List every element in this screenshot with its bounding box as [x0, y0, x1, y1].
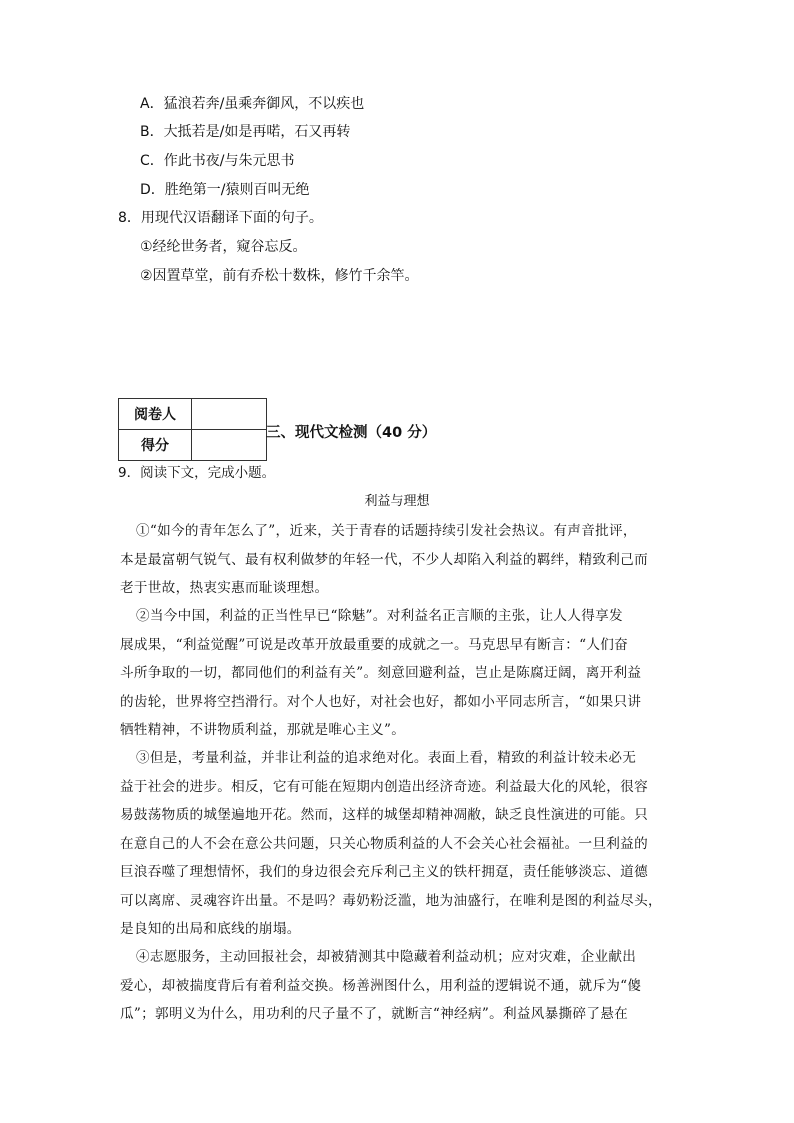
reviewer-label: 阅卷人	[119, 399, 192, 430]
article-line: ①“如今的青年怎么了”，近来，关于青春的话题持续引发社会热议。有声音批评，	[136, 523, 637, 539]
option-a: A．猛浪若奔/虽乘奔御风，不以疾也	[140, 96, 365, 112]
question-8-item-1: ①经纶世务者，窥谷忘反。	[140, 239, 307, 255]
option-b: B．大抵若是/如是再喏，石又再转	[140, 124, 351, 140]
article-line: ③但是，考量利益，并非让利益的追求绝对化。表面上看，精致的利益计较未必无	[136, 750, 637, 766]
article-title: 利益与理想	[364, 494, 430, 509]
article-line: 本是最富朝气锐气、最有权利做梦的年轻一代，不少人却陷入利益的羁绊，精致利己而	[120, 552, 648, 568]
article-line: 爱心，却被揣度背后有着利益交换。杨善洲图什么，用利益的逻辑说不通，就斥为“傻	[120, 978, 642, 994]
article-line: 益于社会的进步。相反，它有可能在短期内创造出经济奇迹。利益最大化的风轮，很容	[120, 779, 648, 795]
score-table	[118, 398, 267, 461]
option-c: C．作此书夜/与朱元思书	[140, 153, 295, 169]
question-8-item-2: ②因置草堂，前有乔松十数株，修竹千余竿。	[140, 268, 419, 284]
article-line: 可以离席、灵魂容许出量。不是吗？毒奶粉泛滥，地为油盛行，在唯利是图的利益尽头，	[120, 893, 662, 909]
article-line: 易鼓荡物质的城堡遍地开花。然而，这样的城堡却精神凋敝，缺乏良性演进的可能。只	[120, 807, 648, 823]
article-line: ②当今中国，利益的正当性早已“除魅”。对利益名正言顺的主张，让人人得享发	[136, 608, 623, 624]
score-cell	[192, 430, 267, 461]
article-line: ④志愿服务，主动回报社会，却被猜测其中隐藏着利益动机；应对灾难，企业献出	[136, 949, 637, 965]
article-line: 在意自己的人不会在意公共问题，只关心物质利益的人不会关心社会福祉。一旦利益的	[120, 836, 648, 852]
article-line: 斗所争取的一切，都同他们的利益有关”。刻意回避利益，岂止是陈腐迂阔，离开利益	[120, 665, 642, 681]
option-d: D．胜绝第一/猿则百叫无绝	[140, 182, 310, 198]
article-line: 的齿轮，世界将空挡滑行。对个人也好，对社会也好，都如小平同志所言，“如果只讲	[120, 694, 642, 710]
article-line: 老于世故，热衷实惠而耻谈理想。	[120, 580, 329, 596]
article-line: 瓜”；郭明义为什么，用功利的尺子量不了，就断言“神经病”。利益风暴撕碎了悬在	[120, 1006, 629, 1022]
reviewer-cell	[192, 399, 267, 430]
question-9-stem: 9．阅读下文，完成小题。	[118, 465, 276, 481]
article-line: 是良知的出局和底线的崩塌。	[120, 921, 301, 937]
question-8-stem: 8．用现代汉语翻译下面的句子。	[118, 210, 323, 226]
section-title: 三、现代文检测（40 分）	[266, 425, 437, 441]
article-line: 展成果，“利益觉醒”可说是改革开放最重要的成就之一。马克思早有断言：“人们奋	[120, 637, 629, 653]
article-line: 巨浪吞噬了理想情怀，我们的身边很会充斥利己主义的铁杆拥趸，责任能够淡忘、道德	[120, 864, 648, 880]
score-label: 得分	[119, 430, 192, 461]
article-line: 牺牲精神，不讲物质利益，那就是唯心主义”。	[120, 722, 406, 738]
